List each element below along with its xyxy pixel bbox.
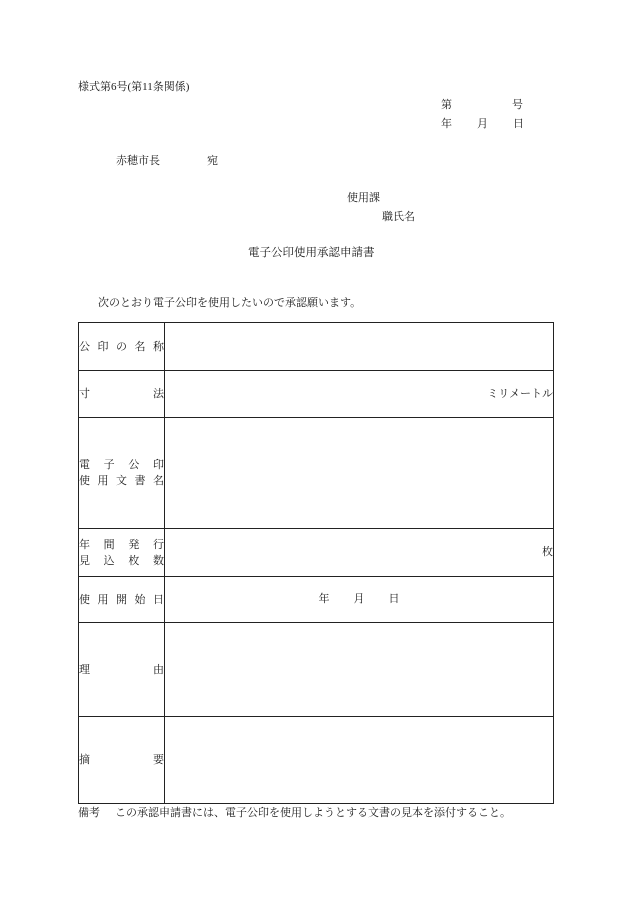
table-row <box>79 371 554 418</box>
document-number <box>441 100 523 111</box>
start-date <box>165 594 553 605</box>
form-number: 様式第6号(第11条関係) <box>78 81 190 93</box>
table-row <box>79 577 554 623</box>
seal-name-value <box>165 323 554 371</box>
annual-count-value <box>165 529 554 577</box>
annual-count-unit: 枚 <box>542 546 553 558</box>
annual-count-label <box>79 529 165 577</box>
intro-text: 次のとおり電子公印を使用したいので承認願います。 <box>98 297 362 309</box>
reason-value <box>165 623 554 717</box>
date-year: 年 <box>441 118 452 130</box>
summary-label <box>79 717 165 804</box>
label-line: 公印の名称 <box>79 340 164 353</box>
application-form-table <box>78 322 554 804</box>
label-line: 年間発行 <box>79 538 164 551</box>
document-title: 電子公印使用承認申請書 <box>248 247 375 259</box>
document-number-suffix: 号 <box>512 99 523 111</box>
label-line: 電子公印 <box>79 459 164 471</box>
label-line: 寸法 <box>79 388 164 400</box>
dimensions-label <box>79 371 165 418</box>
table-row <box>79 529 554 577</box>
label-line: 摘要 <box>79 754 164 766</box>
summary-value <box>165 717 554 804</box>
label-line: 理由 <box>79 663 164 676</box>
remarks-text: この承認申請書には、電子公印を使用しようとする文書の見本を添付すること。 <box>115 807 511 819</box>
label-line: 見込枚数 <box>79 554 164 567</box>
dimensions-unit: ミリメートル <box>487 387 553 400</box>
start-date-year: 年 <box>318 593 330 605</box>
start-date-day: 日 <box>388 593 400 605</box>
dimensions-value <box>165 371 554 418</box>
table-row <box>79 623 554 717</box>
documents-label <box>79 418 165 529</box>
table-row <box>79 418 554 529</box>
date-month: 月 <box>477 118 488 130</box>
label-line: 使用文書名 <box>79 475 164 487</box>
label-line: 使用開始日 <box>79 593 164 606</box>
documents-value <box>165 418 554 529</box>
reason-label <box>79 623 165 717</box>
applicant-name-label: 職氏名 <box>382 211 415 223</box>
document-date <box>441 119 524 130</box>
addressee-name: 赤穂市長 <box>116 155 160 167</box>
start-date-label <box>79 577 165 623</box>
table-row <box>79 323 554 371</box>
table-row <box>79 717 554 804</box>
remarks-note <box>78 808 511 819</box>
date-day: 日 <box>513 118 524 130</box>
document-number-prefix: 第 <box>441 99 452 111</box>
start-date-value <box>165 577 554 623</box>
start-date-month: 月 <box>353 593 365 605</box>
department-label: 使用課 <box>347 192 380 204</box>
remarks-label: 備考 <box>78 807 100 819</box>
seal-name-label <box>79 323 165 371</box>
addressee-honorific: 宛 <box>207 155 218 167</box>
